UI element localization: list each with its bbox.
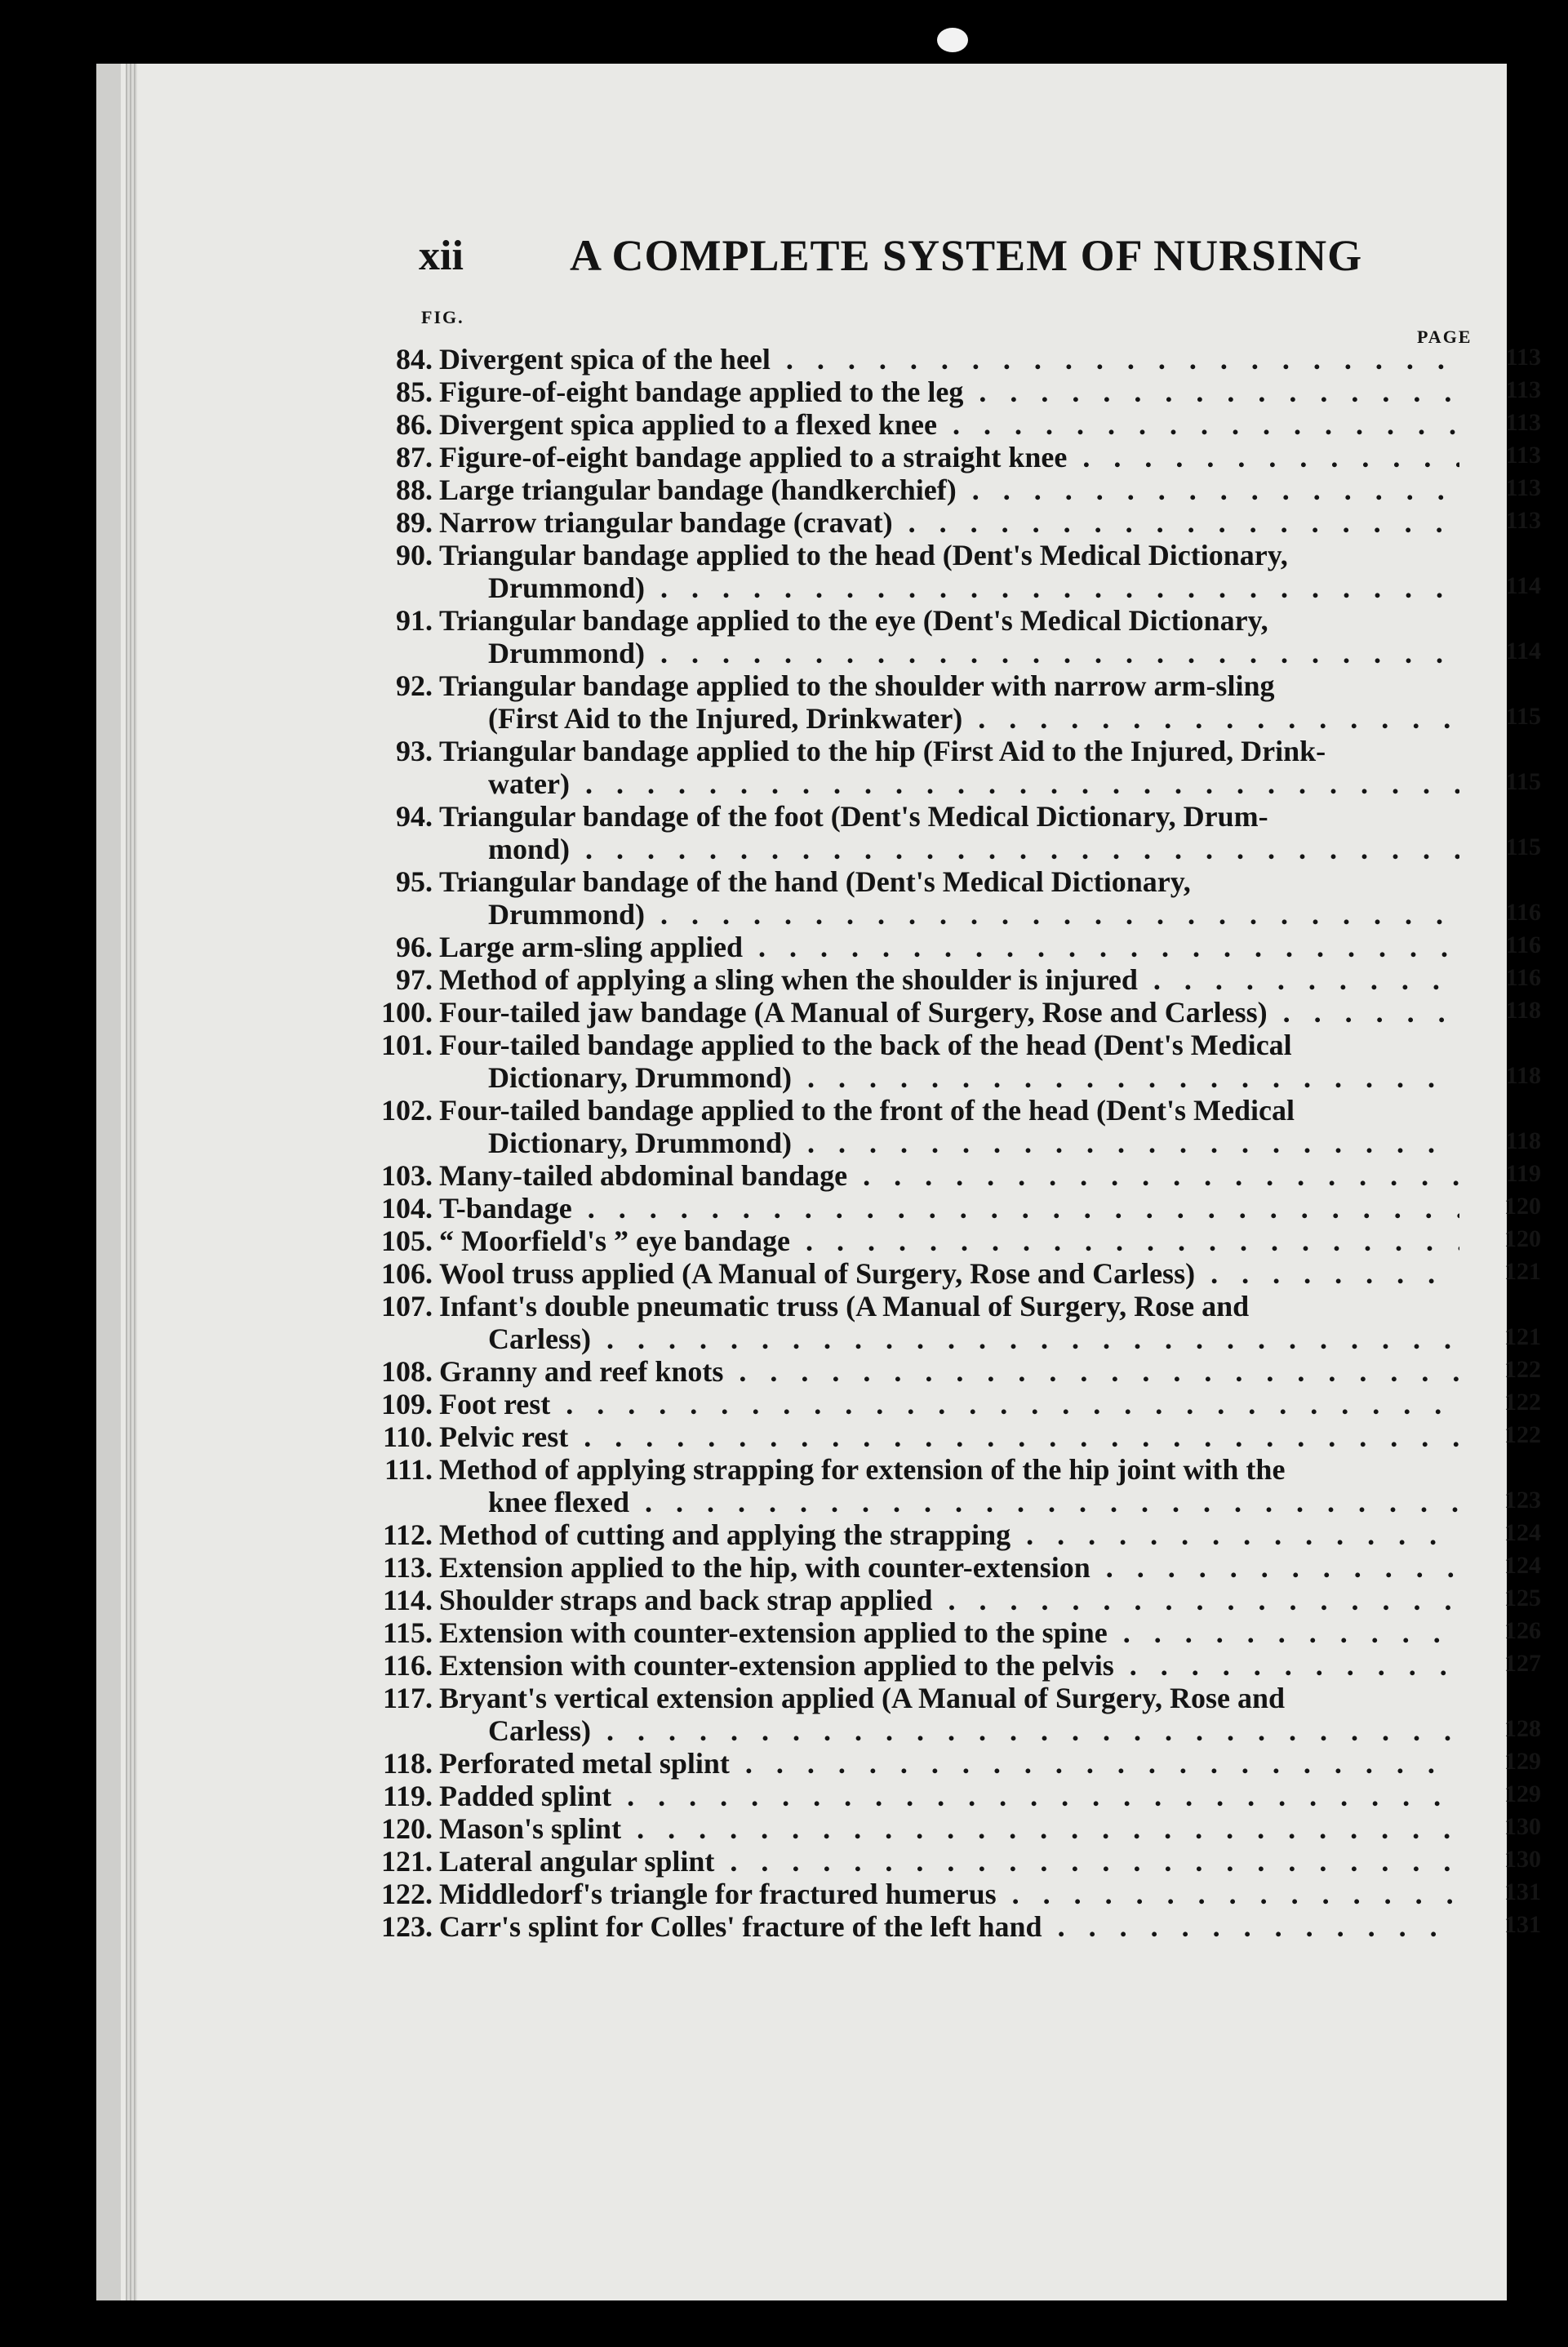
figure-caption bbox=[439, 1420, 1459, 1453]
page-ref: 116 bbox=[1505, 964, 1541, 991]
list-item bbox=[366, 604, 1541, 669]
page-title: A COMPLETE SYSTEM OF NURSING bbox=[570, 231, 1363, 280]
page-ref: 122 bbox=[1504, 1421, 1541, 1448]
page-ref: 113 bbox=[1505, 507, 1541, 534]
list-item bbox=[366, 1192, 1541, 1225]
caption-line: Large arm-sling applied bbox=[439, 931, 744, 963]
caption-line: Pelvic rest bbox=[439, 1420, 569, 1453]
list-item bbox=[366, 539, 1541, 604]
figure-caption bbox=[439, 1094, 1459, 1159]
page-ref: 126 bbox=[1504, 1617, 1541, 1644]
list-item bbox=[366, 800, 1541, 865]
figure-number: 109. bbox=[381, 1388, 433, 1420]
caption-line: Extension applied to the hip, with counter-extension bbox=[439, 1551, 1090, 1584]
page-ref: 113 bbox=[1505, 474, 1541, 501]
list-item bbox=[366, 931, 1541, 963]
page-ref: 130 bbox=[1504, 1846, 1541, 1873]
page-ref: 119 bbox=[1505, 1160, 1541, 1187]
page-ref: 118 bbox=[1505, 997, 1541, 1024]
caption-line: Extension with counter-extension applied to the pelvis bbox=[439, 1649, 1114, 1682]
caption-continuation: water) bbox=[488, 767, 570, 800]
caption-line: Middledorf's triangle for fractured humerus bbox=[439, 1878, 997, 1910]
caption-line: Divergent spica applied to a flexed knee bbox=[439, 408, 937, 441]
caption-continuation: Drummond) bbox=[488, 898, 646, 931]
figure-number: 97. bbox=[396, 963, 433, 996]
caption-line: Triangular bandage of the hand (Dent's Medical Dictionary, bbox=[439, 865, 1191, 898]
figure-caption bbox=[439, 800, 1459, 865]
figure-caption bbox=[439, 1812, 1459, 1845]
caption-continuation: Dictionary, Drummond) bbox=[488, 1061, 792, 1094]
page-ref: 116 bbox=[1505, 931, 1541, 958]
figure-caption bbox=[439, 1780, 1459, 1812]
caption-line: Many-tailed abdominal bandage bbox=[439, 1159, 848, 1192]
caption-line: Mason's splint bbox=[439, 1812, 622, 1845]
caption-continuation: knee flexed bbox=[488, 1486, 629, 1518]
list-item bbox=[366, 1257, 1541, 1290]
caption-line: Divergent spica of the heel bbox=[439, 343, 771, 376]
caption-line: Figure-of-eight bandage applied to a straight knee bbox=[439, 441, 1068, 473]
list-item bbox=[366, 1453, 1541, 1518]
figure-number: 123. bbox=[381, 1910, 433, 1943]
figure-number: 118. bbox=[382, 1747, 433, 1780]
caption-line: Method of cutting and applying the strapping bbox=[439, 1518, 1011, 1551]
figure-caption bbox=[439, 1682, 1459, 1747]
caption-continuation: Drummond) bbox=[488, 637, 646, 669]
list-item bbox=[366, 1029, 1541, 1094]
figure-caption bbox=[439, 408, 1459, 441]
figure-caption bbox=[439, 669, 1459, 735]
page-ref: 120 bbox=[1504, 1225, 1541, 1252]
caption-line: Triangular bandage applied to the eye (Dent's Medical Dictionary, bbox=[439, 604, 1268, 637]
page-ref: 113 bbox=[1505, 409, 1541, 436]
page-ref: 125 bbox=[1504, 1585, 1541, 1611]
caption-line: Carr's splint for Colles' fracture of the left hand bbox=[439, 1910, 1042, 1943]
figure-caption bbox=[439, 604, 1459, 669]
figure-list bbox=[366, 343, 1541, 1943]
figure-caption bbox=[439, 1616, 1459, 1649]
caption-line: Method of applying a sling when the shoulder is injured bbox=[439, 963, 1138, 996]
figure-number: 121. bbox=[381, 1845, 433, 1878]
caption-line: Infant's double pneumatic truss (A Manual of Surgery, Rose and bbox=[439, 1290, 1250, 1322]
figure-caption bbox=[439, 376, 1459, 408]
caption-line: Extension with counter-extension applied to the spine bbox=[439, 1616, 1108, 1649]
caption-continuation: Carless) bbox=[488, 1322, 591, 1355]
page-number: xii bbox=[419, 233, 464, 279]
page-ref: 122 bbox=[1504, 1389, 1541, 1416]
page-ref: 115 bbox=[1505, 768, 1541, 795]
figure-number: 107. bbox=[381, 1290, 433, 1322]
caption-line: Four-tailed jaw bandage (A Manual of Surgery, Rose and Carless) bbox=[439, 996, 1268, 1029]
figure-number: 91. bbox=[396, 604, 433, 637]
list-item bbox=[366, 1290, 1541, 1355]
figure-number: 108. bbox=[381, 1355, 433, 1388]
list-item bbox=[366, 1780, 1541, 1812]
figure-caption bbox=[439, 506, 1459, 539]
list-item bbox=[366, 1649, 1541, 1682]
page-ref: 113 bbox=[1505, 376, 1541, 403]
caption-line: Padded splint bbox=[439, 1780, 612, 1812]
list-item bbox=[366, 1812, 1541, 1845]
page-ref: 131 bbox=[1504, 1878, 1541, 1905]
list-item bbox=[366, 1845, 1541, 1878]
figure-number: 95. bbox=[396, 865, 433, 898]
list-item bbox=[366, 1518, 1541, 1551]
page-ref: 114 bbox=[1505, 638, 1541, 665]
figure-caption bbox=[439, 473, 1459, 506]
figure-number: 106. bbox=[381, 1257, 433, 1290]
figure-caption bbox=[439, 1747, 1459, 1780]
figure-number: 88. bbox=[396, 473, 433, 506]
caption-line: Granny and reef knots bbox=[439, 1355, 724, 1388]
figure-caption bbox=[439, 996, 1459, 1029]
page-ref: 129 bbox=[1504, 1748, 1541, 1775]
page-ref: 123 bbox=[1504, 1487, 1541, 1514]
caption-line: Four-tailed bandage applied to the front of the head (Dent's Medical bbox=[439, 1094, 1295, 1127]
list-item bbox=[366, 1159, 1541, 1192]
figure-caption bbox=[439, 1845, 1459, 1878]
page-ref: 128 bbox=[1504, 1715, 1541, 1742]
list-item bbox=[366, 735, 1541, 800]
list-item bbox=[366, 408, 1541, 441]
caption-line: Figure-of-eight bandage applied to the leg bbox=[439, 376, 964, 408]
caption-line: Triangular bandage applied to the head (Dent's Medical Dictionary, bbox=[439, 539, 1288, 571]
caption-line: Large triangular bandage (handkerchief) bbox=[439, 473, 957, 506]
list-item bbox=[366, 1747, 1541, 1780]
figure-number: 115. bbox=[382, 1616, 433, 1649]
list-item bbox=[366, 1584, 1541, 1616]
running-head bbox=[121, 224, 1507, 289]
caption-line: Bryant's vertical extension applied (A Manual of Surgery, Rose and bbox=[439, 1682, 1286, 1714]
caption-line: Method of applying strapping for extension of the hip joint with the bbox=[439, 1453, 1286, 1486]
page-ref: 130 bbox=[1504, 1813, 1541, 1840]
page-ref: 116 bbox=[1505, 899, 1541, 926]
page-ref: 127 bbox=[1504, 1650, 1541, 1677]
page-column-heading: PAGE bbox=[1417, 327, 1472, 347]
fig-column-heading: FIG. bbox=[421, 307, 464, 327]
page-ref: 124 bbox=[1504, 1519, 1541, 1546]
list-item bbox=[366, 1355, 1541, 1388]
caption-line: T-bandage bbox=[439, 1192, 572, 1225]
figure-number: 111. bbox=[384, 1453, 433, 1486]
caption-line: Triangular bandage applied to the hip (First Aid to the Injured, Drink- bbox=[439, 735, 1326, 767]
figure-caption bbox=[439, 441, 1459, 473]
caption-line: Shoulder straps and back strap applied bbox=[439, 1584, 933, 1616]
page-ref: 131 bbox=[1504, 1911, 1541, 1938]
figure-number: 102. bbox=[381, 1094, 433, 1127]
figure-caption bbox=[439, 1388, 1459, 1420]
binding-hole bbox=[937, 28, 968, 52]
list-item bbox=[366, 865, 1541, 931]
figure-number: 100. bbox=[381, 996, 433, 1029]
list-item bbox=[366, 473, 1541, 506]
caption-continuation: Drummond) bbox=[488, 571, 646, 604]
figure-number: 105. bbox=[381, 1225, 433, 1257]
page-ref: 124 bbox=[1504, 1552, 1541, 1579]
figure-number: 94. bbox=[396, 800, 433, 833]
figure-caption bbox=[439, 1192, 1459, 1225]
page-ref: 118 bbox=[1505, 1062, 1541, 1089]
page-ref: 122 bbox=[1504, 1356, 1541, 1383]
list-item bbox=[366, 506, 1541, 539]
figure-number: 86. bbox=[396, 408, 433, 441]
figure-caption bbox=[439, 343, 1459, 376]
page-ref: 115 bbox=[1505, 703, 1541, 730]
figure-number: 114. bbox=[382, 1584, 433, 1616]
page-ref: 115 bbox=[1505, 833, 1541, 860]
page-ref: 113 bbox=[1505, 344, 1541, 371]
caption-continuation: (First Aid to the Injured, Drinkwater) bbox=[488, 702, 963, 735]
list-item bbox=[366, 963, 1541, 996]
figure-caption bbox=[439, 1551, 1459, 1584]
list-item bbox=[366, 1388, 1541, 1420]
figure-number: 92. bbox=[396, 669, 433, 702]
figure-number: 93. bbox=[396, 735, 433, 767]
figure-number: 101. bbox=[381, 1029, 433, 1061]
figure-number: 87. bbox=[396, 441, 433, 473]
figure-caption bbox=[439, 1290, 1459, 1355]
page-ref: 121 bbox=[1504, 1323, 1541, 1350]
figure-number: 120. bbox=[381, 1812, 433, 1845]
figure-caption bbox=[439, 735, 1459, 800]
page-ref: 120 bbox=[1504, 1193, 1541, 1220]
figure-number: 110. bbox=[382, 1420, 433, 1453]
page-ref: 113 bbox=[1505, 442, 1541, 469]
figure-caption bbox=[439, 1649, 1459, 1682]
figure-number: 90. bbox=[396, 539, 433, 571]
page-ref: 114 bbox=[1505, 572, 1541, 599]
figure-number: 122. bbox=[381, 1878, 433, 1910]
figure-caption bbox=[439, 1518, 1459, 1551]
figure-number: 104. bbox=[381, 1192, 433, 1225]
figure-caption bbox=[439, 1029, 1459, 1094]
page-ref: 118 bbox=[1505, 1127, 1541, 1154]
caption-continuation: Dictionary, Drummond) bbox=[488, 1127, 792, 1159]
figure-caption bbox=[439, 963, 1459, 996]
list-item bbox=[366, 1420, 1541, 1453]
caption-line: Lateral angular splint bbox=[439, 1845, 715, 1878]
list-item bbox=[366, 1682, 1541, 1747]
caption-line: Triangular bandage of the foot (Dent's Medical Dictionary, Drum- bbox=[439, 800, 1268, 833]
figure-number: 96. bbox=[396, 931, 433, 963]
figure-caption bbox=[439, 1584, 1459, 1616]
figure-number: 85. bbox=[396, 376, 433, 408]
page-ref: 121 bbox=[1504, 1258, 1541, 1285]
caption-line: Narrow triangular bandage (cravat) bbox=[439, 506, 893, 539]
figure-number: 117. bbox=[382, 1682, 433, 1714]
figure-caption bbox=[439, 1910, 1459, 1943]
figure-number: 116. bbox=[382, 1649, 433, 1682]
caption-line: “ Moorfield's ” eye bandage bbox=[439, 1225, 790, 1257]
figure-number: 113. bbox=[382, 1551, 433, 1584]
list-item bbox=[366, 1910, 1541, 1943]
caption-line: Triangular bandage applied to the shoulder with narrow arm-sling bbox=[439, 669, 1275, 702]
figure-caption bbox=[439, 1453, 1459, 1518]
list-item bbox=[366, 1551, 1541, 1584]
list-item bbox=[366, 1225, 1541, 1257]
figure-caption bbox=[439, 539, 1459, 604]
book-page bbox=[96, 64, 1541, 2300]
list-item bbox=[366, 376, 1541, 408]
caption-line: Foot rest bbox=[439, 1388, 551, 1420]
list-item bbox=[366, 1094, 1541, 1159]
caption-line: Perforated metal splint bbox=[439, 1747, 730, 1780]
figure-number: 112. bbox=[382, 1518, 433, 1551]
caption-continuation: mond) bbox=[488, 833, 571, 865]
figure-caption bbox=[439, 1355, 1459, 1388]
list-item bbox=[366, 996, 1541, 1029]
figure-number: 103. bbox=[381, 1159, 433, 1192]
caption-continuation: Carless) bbox=[488, 1714, 591, 1747]
list-item bbox=[366, 1616, 1541, 1649]
figure-caption bbox=[439, 1257, 1459, 1290]
figure-number: 119. bbox=[382, 1780, 433, 1812]
list-item bbox=[366, 669, 1541, 735]
list-item bbox=[366, 343, 1541, 376]
list-item bbox=[366, 1878, 1541, 1910]
figure-caption bbox=[439, 1225, 1459, 1257]
figure-number: 84. bbox=[396, 343, 433, 376]
figure-number: 89. bbox=[396, 506, 433, 539]
figure-caption bbox=[439, 865, 1459, 931]
figure-caption bbox=[439, 1878, 1459, 1910]
caption-line: Four-tailed bandage applied to the back of the head (Dent's Medical bbox=[439, 1029, 1292, 1061]
figure-caption bbox=[439, 931, 1459, 963]
list-item bbox=[366, 441, 1541, 473]
figure-caption bbox=[439, 1159, 1459, 1192]
page-ref: 129 bbox=[1504, 1780, 1541, 1807]
caption-line: Wool truss applied (A Manual of Surgery, Rose and Carless) bbox=[439, 1257, 1196, 1290]
